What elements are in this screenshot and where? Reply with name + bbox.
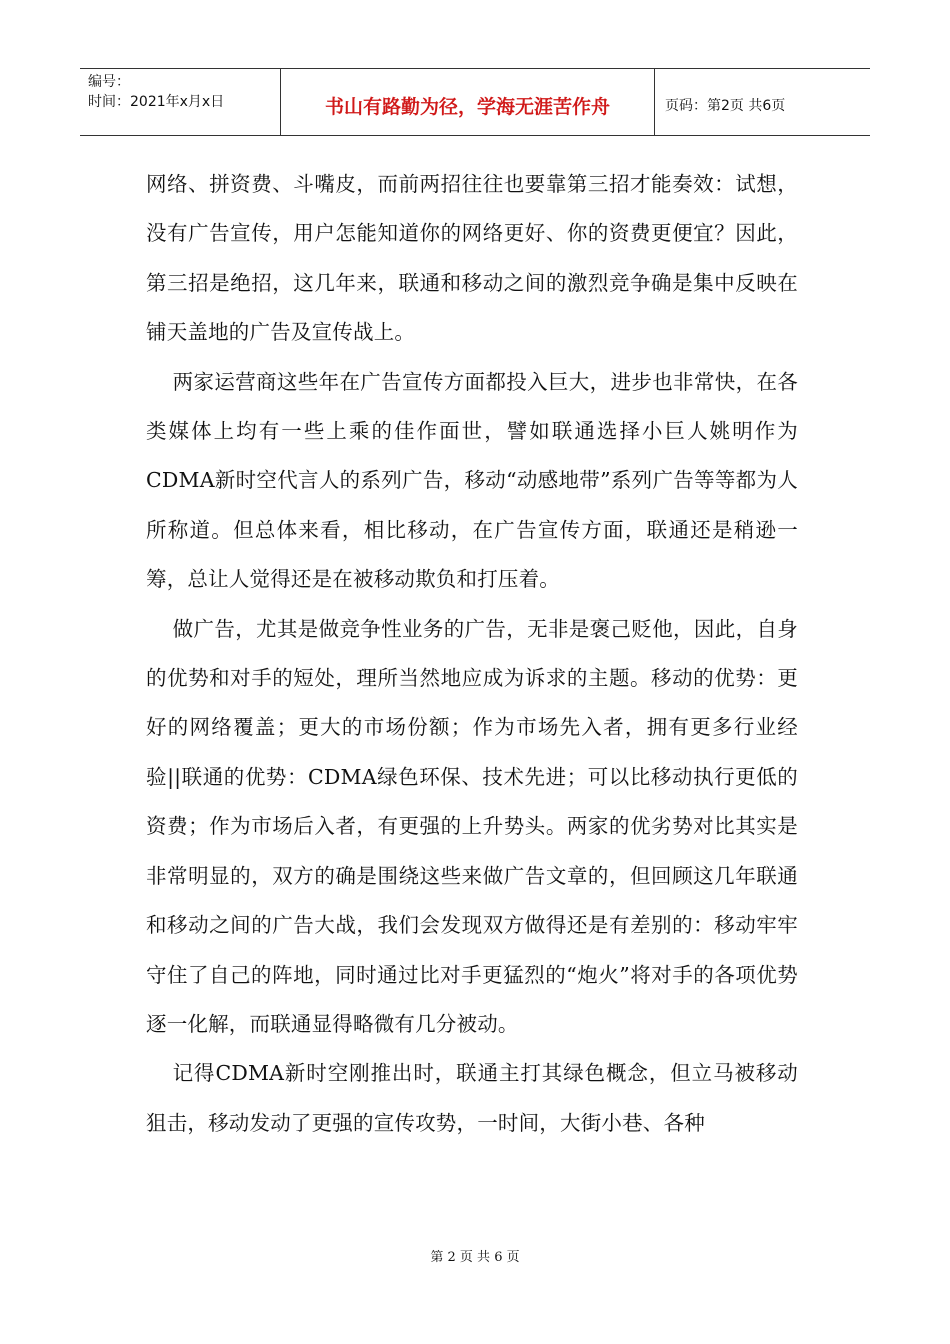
- header-meta: [80, 69, 281, 135]
- document-date-label: 时间：2021年x月x日: [88, 94, 225, 110]
- paragraph: 记得CDMA新时空刚推出时，联通主打其绿色概念，但立马被移动狙击，移动发动了更强的宣传攻势，一时间，大街小巷、各种: [146, 1061, 798, 1135]
- header-motto: 书山有路勤为径，学海无涯苦作舟: [281, 69, 655, 135]
- paragraph: 做广告，尤其是做竞争性业务的广告，无非是褒己贬他，因此，自身的优势和对手的短处，理所当然地应成为诉求的主题。移动的优势：更好的网络覆盖；更大的市场份额；作为市场先入者，拥有更多行业经验||联通的优势：CDMA绿色环保、技术先进；可以比移动执行更低的资费；作为市场后入者，有更强的上升势头。两家的优劣势对比其实是非常明显的，双方的确是围绕这些来做广告文章的，但回顾这几年联通和移动之间的广告大战，我们会发现双方做得还是有差别的：移动牢牢守住了自己的阵地，同时通过比对手更猛烈的“炮火”将对手的各项优势逐一化解，而联通显得略微有几分被动。: [146, 616, 798, 1036]
- page-footer: 第 2 页 共 6 页: [430, 1250, 520, 1265]
- paragraph-continued: 网络、拼资费、斗嘴皮，而前两招往往也要靠第三招才能奏效：试想，没有广告宣传，用户怎能知道你的网络更好、你的资费更便宜？因此，第三招是绝招，这几年来，联通和移动之间的激烈竞争确是集中反映在铺天盖地的广告及宣传战上。: [146, 172, 798, 345]
- document-body: [146, 160, 798, 1148]
- document-number-label: 编号：: [88, 74, 130, 90]
- header-page-number: 页码：第2页 共6页: [665, 98, 786, 114]
- page-header: [80, 68, 870, 136]
- paragraph: 两家运营商这些年在广告宣传方面都投入巨大，进步也非常快，在各类媒体上均有一些上乘的佳作面世，譬如联通选择小巨人姚明作为CDMA新时空代言人的系列广告，移动“动感地带”系列广告等等都为人所称道。但总体来看，相比移动，在广告宣传方面，联通还是稍逊一筹，总让人觉得还是在被移动欺负和打压着。: [146, 369, 798, 592]
